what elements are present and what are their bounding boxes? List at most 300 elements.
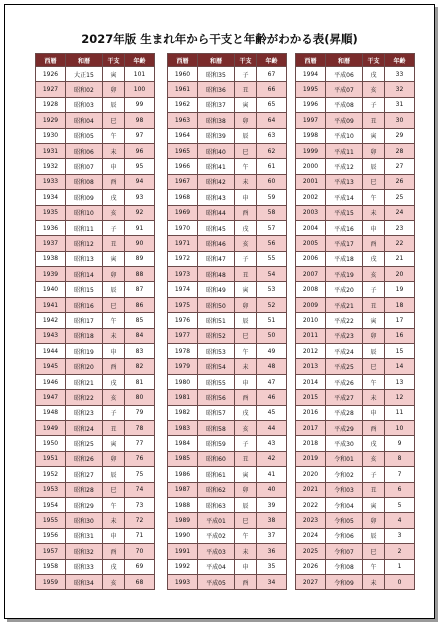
zodiac-cell: 丑 bbox=[235, 82, 257, 97]
table-row bbox=[168, 451, 287, 466]
zodiac-cell: 子 bbox=[235, 436, 257, 451]
japanese-era-cell: 昭和16 bbox=[66, 297, 103, 312]
western-year-cell: 1993 bbox=[168, 574, 198, 589]
western-year-cell: 2000 bbox=[296, 159, 326, 174]
table-row bbox=[36, 67, 155, 82]
age-cell: 49 bbox=[257, 344, 287, 359]
table-row bbox=[168, 467, 287, 482]
age-cell: 5 bbox=[385, 497, 415, 512]
western-year-cell: 1964 bbox=[168, 128, 198, 143]
zodiac-cell: 亥 bbox=[363, 451, 385, 466]
western-year-cell: 1929 bbox=[36, 113, 66, 128]
zodiac-cell: 丑 bbox=[235, 451, 257, 466]
table-row bbox=[36, 559, 155, 574]
japanese-era-cell: 平成19 bbox=[326, 267, 363, 282]
zodiac-cell: 子 bbox=[235, 67, 257, 82]
japanese-era-cell: 昭和61 bbox=[198, 467, 235, 482]
age-cell: 37 bbox=[257, 528, 287, 543]
table-row bbox=[36, 344, 155, 359]
year-table-1 bbox=[35, 53, 155, 590]
table-row bbox=[296, 374, 415, 389]
zodiac-cell: 亥 bbox=[363, 82, 385, 97]
japanese-era-cell: 昭和26 bbox=[66, 451, 103, 466]
table-row bbox=[168, 205, 287, 220]
table-row bbox=[168, 574, 287, 589]
zodiac-cell: 子 bbox=[363, 97, 385, 112]
western-year-cell: 1949 bbox=[36, 420, 66, 435]
zodiac-cell: 午 bbox=[363, 190, 385, 205]
japanese-era-cell: 平成02 bbox=[198, 528, 235, 543]
japanese-era-cell: 昭和56 bbox=[198, 390, 235, 405]
table-row bbox=[168, 128, 287, 143]
table-row bbox=[36, 467, 155, 482]
table-row bbox=[168, 513, 287, 528]
zodiac-cell: 寅 bbox=[363, 497, 385, 512]
age-cell: 28 bbox=[385, 143, 415, 158]
western-year-cell: 1996 bbox=[296, 97, 326, 112]
western-year-cell: 1967 bbox=[168, 174, 198, 189]
zodiac-cell: 丑 bbox=[103, 236, 125, 251]
zodiac-cell: 卯 bbox=[363, 328, 385, 343]
zodiac-cell: 丑 bbox=[363, 297, 385, 312]
table-row bbox=[296, 420, 415, 435]
age-cell: 76 bbox=[125, 451, 155, 466]
western-year-cell: 1959 bbox=[36, 574, 66, 589]
zodiac-cell: 未 bbox=[235, 544, 257, 559]
table-row bbox=[168, 313, 287, 328]
table-row bbox=[296, 282, 415, 297]
age-cell: 101 bbox=[125, 67, 155, 82]
zodiac-cell: 卯 bbox=[103, 82, 125, 97]
zodiac-cell: 申 bbox=[235, 559, 257, 574]
table-row bbox=[168, 359, 287, 374]
western-year-cell: 1991 bbox=[168, 544, 198, 559]
zodiac-cell: 巳 bbox=[103, 297, 125, 312]
zodiac-cell: 午 bbox=[235, 159, 257, 174]
age-cell: 78 bbox=[125, 420, 155, 435]
age-cell: 7 bbox=[385, 467, 415, 482]
age-cell: 99 bbox=[125, 97, 155, 112]
age-cell: 25 bbox=[385, 190, 415, 205]
western-year-cell: 1979 bbox=[168, 359, 198, 374]
table-row bbox=[296, 559, 415, 574]
japanese-era-cell: 昭和19 bbox=[66, 344, 103, 359]
japanese-era-cell: 平成07 bbox=[326, 82, 363, 97]
zodiac-cell: 未 bbox=[103, 513, 125, 528]
table-row bbox=[168, 374, 287, 389]
western-year-cell: 2005 bbox=[296, 236, 326, 251]
zodiac-cell: 未 bbox=[103, 143, 125, 158]
western-year-cell: 1987 bbox=[168, 482, 198, 497]
table-row bbox=[168, 482, 287, 497]
zodiac-cell: 酉 bbox=[235, 390, 257, 405]
table-row bbox=[36, 405, 155, 420]
japanese-era-cell: 昭和55 bbox=[198, 374, 235, 389]
zodiac-cell: 子 bbox=[363, 282, 385, 297]
table-row bbox=[168, 328, 287, 343]
japanese-era-cell: 平成15 bbox=[326, 205, 363, 220]
japanese-era-cell: 昭和34 bbox=[66, 574, 103, 589]
header-japanese-era: 和暦 bbox=[66, 54, 103, 67]
japanese-era-cell: 平成14 bbox=[326, 190, 363, 205]
table-row bbox=[296, 251, 415, 266]
zodiac-cell: 酉 bbox=[235, 205, 257, 220]
age-cell: 87 bbox=[125, 282, 155, 297]
age-cell: 98 bbox=[125, 113, 155, 128]
western-year-cell: 2015 bbox=[296, 390, 326, 405]
japanese-era-cell: 昭和46 bbox=[198, 236, 235, 251]
japanese-era-cell: 平成29 bbox=[326, 420, 363, 435]
zodiac-cell: 酉 bbox=[103, 359, 125, 374]
table-row bbox=[296, 113, 415, 128]
western-year-cell: 2007 bbox=[296, 267, 326, 282]
age-cell: 56 bbox=[257, 236, 287, 251]
age-cell: 79 bbox=[125, 405, 155, 420]
western-year-cell: 1957 bbox=[36, 544, 66, 559]
age-cell: 20 bbox=[385, 267, 415, 282]
age-cell: 17 bbox=[385, 313, 415, 328]
age-cell: 86 bbox=[125, 297, 155, 312]
age-cell: 58 bbox=[257, 205, 287, 220]
age-cell: 31 bbox=[385, 97, 415, 112]
japanese-era-cell: 昭和53 bbox=[198, 344, 235, 359]
zodiac-cell: 子 bbox=[235, 251, 257, 266]
japanese-era-cell: 昭和54 bbox=[198, 359, 235, 374]
table-row bbox=[296, 267, 415, 282]
japanese-era-cell: 昭和07 bbox=[66, 159, 103, 174]
japanese-era-cell: 平成04 bbox=[198, 559, 235, 574]
age-cell: 69 bbox=[125, 559, 155, 574]
table-row bbox=[168, 190, 287, 205]
western-year-cell: 1944 bbox=[36, 344, 66, 359]
header-age: 年齢 bbox=[257, 54, 287, 67]
table-row bbox=[296, 513, 415, 528]
age-cell: 40 bbox=[257, 482, 287, 497]
table-row bbox=[36, 328, 155, 343]
japanese-era-cell: 平成12 bbox=[326, 159, 363, 174]
japanese-era-cell: 昭和41 bbox=[198, 159, 235, 174]
japanese-era-cell: 昭和42 bbox=[198, 174, 235, 189]
japanese-era-cell: 昭和18 bbox=[66, 328, 103, 343]
table-row bbox=[36, 220, 155, 235]
western-year-cell: 1986 bbox=[168, 467, 198, 482]
age-cell: 12 bbox=[385, 390, 415, 405]
age-cell: 74 bbox=[125, 482, 155, 497]
table-row bbox=[36, 359, 155, 374]
japanese-era-cell: 昭和45 bbox=[198, 220, 235, 235]
table-row bbox=[36, 205, 155, 220]
table-row bbox=[36, 513, 155, 528]
age-cell: 97 bbox=[125, 128, 155, 143]
zodiac-cell: 午 bbox=[103, 128, 125, 143]
japanese-era-cell: 平成30 bbox=[326, 436, 363, 451]
japanese-era-cell: 昭和49 bbox=[198, 282, 235, 297]
japanese-era-cell: 昭和23 bbox=[66, 405, 103, 420]
age-cell: 70 bbox=[125, 544, 155, 559]
zodiac-cell: 申 bbox=[103, 344, 125, 359]
japanese-era-cell: 昭和59 bbox=[198, 436, 235, 451]
age-cell: 9 bbox=[385, 436, 415, 451]
age-cell: 38 bbox=[257, 513, 287, 528]
japanese-era-cell: 昭和62 bbox=[198, 482, 235, 497]
western-year-cell: 1994 bbox=[296, 67, 326, 82]
age-cell: 21 bbox=[385, 251, 415, 266]
japanese-era-cell: 昭和52 bbox=[198, 328, 235, 343]
japanese-era-cell: 令和05 bbox=[326, 513, 363, 528]
japanese-era-cell: 令和04 bbox=[326, 497, 363, 512]
zodiac-cell: 丑 bbox=[363, 482, 385, 497]
japanese-era-cell: 昭和51 bbox=[198, 313, 235, 328]
header-japanese-era: 和暦 bbox=[198, 54, 235, 67]
age-cell: 89 bbox=[125, 251, 155, 266]
zodiac-cell: 辰 bbox=[103, 467, 125, 482]
table-row bbox=[296, 82, 415, 97]
japanese-era-cell: 平成21 bbox=[326, 297, 363, 312]
age-cell: 8 bbox=[385, 451, 415, 466]
japanese-era-cell: 昭和32 bbox=[66, 544, 103, 559]
zodiac-cell: 巳 bbox=[363, 359, 385, 374]
age-cell: 30 bbox=[385, 113, 415, 128]
japanese-era-cell: 昭和40 bbox=[198, 143, 235, 158]
zodiac-cell: 申 bbox=[363, 220, 385, 235]
age-cell: 15 bbox=[385, 344, 415, 359]
age-cell: 59 bbox=[257, 190, 287, 205]
japanese-era-cell: 昭和02 bbox=[66, 82, 103, 97]
western-year-cell: 1990 bbox=[168, 528, 198, 543]
zodiac-cell: 酉 bbox=[363, 420, 385, 435]
japanese-era-cell: 令和02 bbox=[326, 467, 363, 482]
table-row bbox=[296, 436, 415, 451]
age-cell: 81 bbox=[125, 374, 155, 389]
zodiac-cell: 寅 bbox=[103, 436, 125, 451]
japanese-era-cell: 令和09 bbox=[326, 574, 363, 589]
header-japanese-era: 和暦 bbox=[326, 54, 363, 67]
table-row bbox=[296, 174, 415, 189]
age-cell: 62 bbox=[257, 143, 287, 158]
table-row bbox=[168, 497, 287, 512]
table-row bbox=[36, 128, 155, 143]
age-cell: 88 bbox=[125, 267, 155, 282]
age-cell: 83 bbox=[125, 344, 155, 359]
western-year-cell: 2022 bbox=[296, 497, 326, 512]
western-year-cell: 2018 bbox=[296, 436, 326, 451]
age-cell: 96 bbox=[125, 143, 155, 158]
zodiac-cell: 辰 bbox=[363, 528, 385, 543]
header-western-year: 西暦 bbox=[36, 54, 66, 67]
table-row bbox=[296, 97, 415, 112]
table-row bbox=[36, 390, 155, 405]
western-year-cell: 1962 bbox=[168, 97, 198, 112]
zodiac-cell: 戌 bbox=[235, 405, 257, 420]
zodiac-cell: 戌 bbox=[363, 436, 385, 451]
western-year-cell: 1971 bbox=[168, 236, 198, 251]
zodiac-cell: 戌 bbox=[103, 190, 125, 205]
western-year-cell: 1977 bbox=[168, 328, 198, 343]
western-year-cell: 1953 bbox=[36, 482, 66, 497]
year-table-2 bbox=[167, 53, 287, 590]
zodiac-cell: 申 bbox=[103, 159, 125, 174]
header-zodiac: 干支 bbox=[235, 54, 257, 67]
age-cell: 66 bbox=[257, 82, 287, 97]
japanese-era-cell: 令和08 bbox=[326, 559, 363, 574]
table-row bbox=[296, 405, 415, 420]
zodiac-cell: 卯 bbox=[363, 513, 385, 528]
japanese-era-cell: 昭和11 bbox=[66, 220, 103, 235]
japanese-era-cell: 昭和21 bbox=[66, 374, 103, 389]
age-cell: 50 bbox=[257, 328, 287, 343]
age-cell: 18 bbox=[385, 297, 415, 312]
age-cell: 52 bbox=[257, 297, 287, 312]
western-year-cell: 1948 bbox=[36, 405, 66, 420]
table-row bbox=[36, 451, 155, 466]
western-year-cell: 1972 bbox=[168, 251, 198, 266]
age-cell: 60 bbox=[257, 174, 287, 189]
japanese-era-cell: 昭和09 bbox=[66, 190, 103, 205]
japanese-era-cell: 昭和35 bbox=[198, 67, 235, 82]
zodiac-cell: 申 bbox=[103, 528, 125, 543]
western-year-cell: 2012 bbox=[296, 344, 326, 359]
table-row bbox=[168, 143, 287, 158]
japanese-era-cell: 平成25 bbox=[326, 359, 363, 374]
zodiac-cell: 寅 bbox=[103, 251, 125, 266]
table-row bbox=[168, 344, 287, 359]
western-year-cell: 1942 bbox=[36, 313, 66, 328]
year-table-3 bbox=[295, 53, 415, 590]
table-row bbox=[36, 574, 155, 589]
western-year-cell: 2013 bbox=[296, 359, 326, 374]
japanese-era-cell: 昭和10 bbox=[66, 205, 103, 220]
age-cell: 55 bbox=[257, 251, 287, 266]
western-year-cell: 1981 bbox=[168, 390, 198, 405]
age-cell: 16 bbox=[385, 328, 415, 343]
age-cell: 85 bbox=[125, 313, 155, 328]
japanese-era-cell: 昭和06 bbox=[66, 143, 103, 158]
zodiac-cell: 辰 bbox=[103, 97, 125, 112]
western-year-cell: 1934 bbox=[36, 190, 66, 205]
zodiac-cell: 卯 bbox=[235, 482, 257, 497]
zodiac-cell: 辰 bbox=[363, 344, 385, 359]
header-zodiac: 干支 bbox=[363, 54, 385, 67]
zodiac-cell: 戌 bbox=[235, 220, 257, 235]
age-cell: 22 bbox=[385, 236, 415, 251]
zodiac-cell: 亥 bbox=[103, 390, 125, 405]
zodiac-cell: 申 bbox=[235, 190, 257, 205]
zodiac-cell: 子 bbox=[363, 467, 385, 482]
table-row bbox=[296, 544, 415, 559]
age-cell: 27 bbox=[385, 159, 415, 174]
table-row bbox=[168, 159, 287, 174]
japanese-era-cell: 昭和58 bbox=[198, 420, 235, 435]
table-row bbox=[296, 159, 415, 174]
western-year-cell: 2011 bbox=[296, 328, 326, 343]
age-cell: 57 bbox=[257, 220, 287, 235]
age-cell: 4 bbox=[385, 513, 415, 528]
western-year-cell: 1992 bbox=[168, 559, 198, 574]
age-cell: 92 bbox=[125, 205, 155, 220]
japanese-era-cell: 昭和63 bbox=[198, 497, 235, 512]
japanese-era-cell: 大正15 bbox=[66, 67, 103, 82]
zodiac-cell: 巳 bbox=[235, 513, 257, 528]
western-year-cell: 1947 bbox=[36, 390, 66, 405]
zodiac-cell: 寅 bbox=[103, 67, 125, 82]
table-row bbox=[36, 174, 155, 189]
age-cell: 14 bbox=[385, 359, 415, 374]
age-cell: 73 bbox=[125, 497, 155, 512]
table-row bbox=[296, 528, 415, 543]
zodiac-cell: 未 bbox=[363, 205, 385, 220]
western-year-cell: 1930 bbox=[36, 128, 66, 143]
age-cell: 2 bbox=[385, 544, 415, 559]
western-year-cell: 2016 bbox=[296, 405, 326, 420]
japanese-era-cell: 平成27 bbox=[326, 390, 363, 405]
zodiac-cell: 午 bbox=[103, 313, 125, 328]
western-year-cell: 1956 bbox=[36, 528, 66, 543]
japanese-era-cell: 昭和12 bbox=[66, 236, 103, 251]
zodiac-cell: 巳 bbox=[363, 544, 385, 559]
western-year-cell: 1926 bbox=[36, 67, 66, 82]
zodiac-cell: 卯 bbox=[103, 451, 125, 466]
western-year-cell: 2010 bbox=[296, 313, 326, 328]
table-row bbox=[168, 436, 287, 451]
japanese-era-cell: 平成03 bbox=[198, 544, 235, 559]
japanese-era-cell: 昭和20 bbox=[66, 359, 103, 374]
age-cell: 39 bbox=[257, 497, 287, 512]
table-row bbox=[168, 390, 287, 405]
western-year-cell: 1976 bbox=[168, 313, 198, 328]
japanese-era-cell: 昭和24 bbox=[66, 420, 103, 435]
zodiac-cell: 酉 bbox=[103, 174, 125, 189]
zodiac-cell: 未 bbox=[363, 390, 385, 405]
age-cell: 47 bbox=[257, 374, 287, 389]
western-year-cell: 1928 bbox=[36, 97, 66, 112]
table-row bbox=[296, 297, 415, 312]
japanese-era-cell: 昭和47 bbox=[198, 251, 235, 266]
table-row bbox=[168, 236, 287, 251]
age-cell: 91 bbox=[125, 220, 155, 235]
japanese-era-cell: 昭和48 bbox=[198, 267, 235, 282]
zodiac-cell: 未 bbox=[235, 174, 257, 189]
western-year-cell: 1961 bbox=[168, 82, 198, 97]
table-row bbox=[296, 467, 415, 482]
table-row bbox=[296, 497, 415, 512]
zodiac-cell: 午 bbox=[235, 528, 257, 543]
table-row bbox=[296, 390, 415, 405]
western-year-cell: 2004 bbox=[296, 220, 326, 235]
age-cell: 82 bbox=[125, 359, 155, 374]
zodiac-cell: 子 bbox=[103, 220, 125, 235]
age-cell: 67 bbox=[257, 67, 287, 82]
japanese-era-cell: 平成22 bbox=[326, 313, 363, 328]
japanese-era-cell: 平成20 bbox=[326, 282, 363, 297]
western-year-cell: 1984 bbox=[168, 436, 198, 451]
western-year-cell: 2019 bbox=[296, 451, 326, 466]
japanese-era-cell: 昭和03 bbox=[66, 97, 103, 112]
table-row bbox=[36, 544, 155, 559]
table-row bbox=[168, 82, 287, 97]
western-year-cell: 1935 bbox=[36, 205, 66, 220]
table-row bbox=[168, 113, 287, 128]
japanese-era-cell: 昭和43 bbox=[198, 190, 235, 205]
table-row bbox=[296, 451, 415, 466]
zodiac-cell: 丑 bbox=[103, 420, 125, 435]
age-cell: 45 bbox=[257, 405, 287, 420]
western-year-cell: 1960 bbox=[168, 67, 198, 82]
table-row bbox=[36, 82, 155, 97]
western-year-cell: 1970 bbox=[168, 220, 198, 235]
age-cell: 53 bbox=[257, 282, 287, 297]
zodiac-cell: 辰 bbox=[363, 159, 385, 174]
western-year-cell: 1937 bbox=[36, 236, 66, 251]
